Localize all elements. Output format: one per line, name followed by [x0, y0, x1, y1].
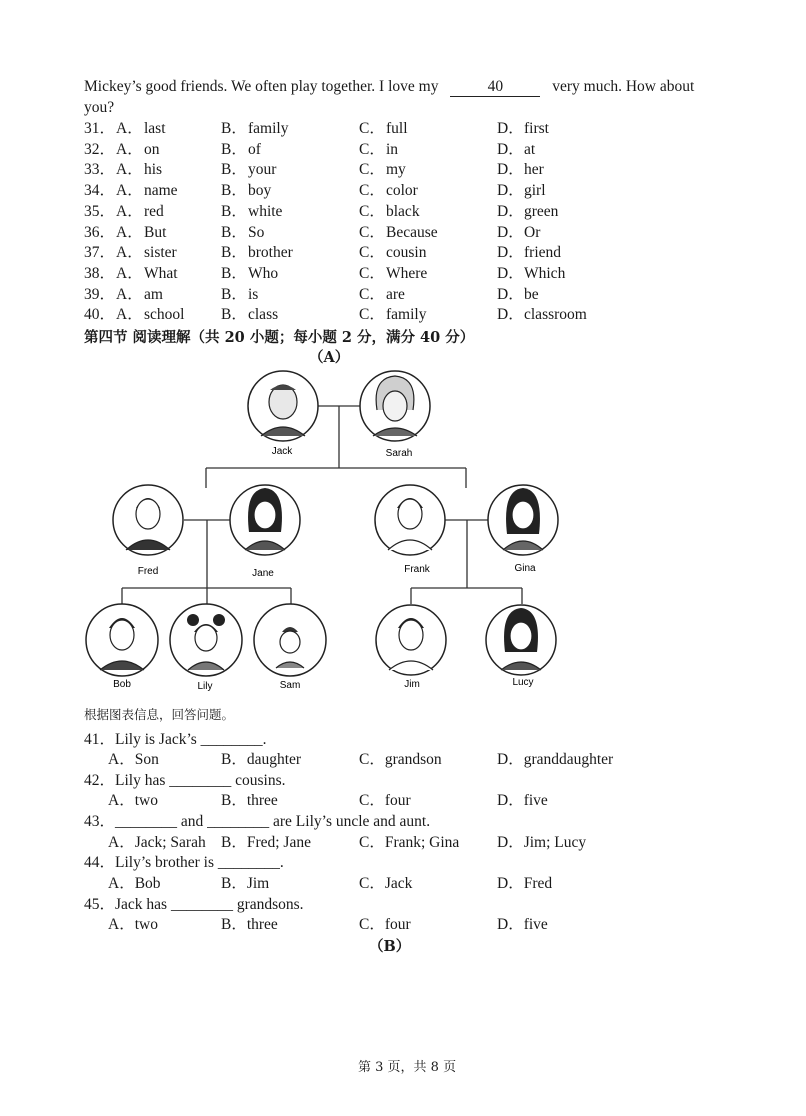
option-a-label: A． [116, 264, 143, 282]
q41-option-c: C．grandson [359, 751, 442, 768]
option-b-label: B． [221, 120, 247, 137]
option-b-label: B． [221, 161, 247, 179]
option-b-label: B． [221, 306, 247, 324]
option-b-label: B． [221, 182, 247, 200]
option-a-text: What [144, 264, 178, 282]
name-jane: Jane [252, 568, 274, 579]
option-a-text: sister [144, 244, 177, 262]
q42-option-b: B．three [221, 792, 278, 809]
portrait-jack [248, 371, 318, 441]
q41-stem: 41．Lily is Jack’s ________. [84, 731, 267, 748]
q45-option-c: C．four [359, 916, 411, 933]
option-a-text: last [144, 120, 166, 137]
option-number: 36． [84, 223, 116, 241]
q43-option-b: B．Fred; Jane [221, 834, 311, 851]
option-b-label: B． [221, 244, 247, 262]
option-d-text: classroom [524, 306, 587, 324]
option-number: 34． [84, 182, 116, 200]
option-a-text: name [144, 182, 178, 200]
option-c-label: C． [359, 244, 385, 262]
option-b-text: family [248, 120, 289, 137]
option-b-text: boy [248, 182, 272, 200]
option-number: 35． [84, 202, 116, 220]
q41-option-b: B．daughter [221, 751, 302, 768]
option-number: 38． [84, 264, 116, 282]
passage-line-1 [84, 77, 694, 97]
q41-option-d: D．granddaughter [497, 751, 614, 768]
option-c-text: full [386, 120, 408, 137]
passage-text-end: very much. How about [552, 78, 695, 95]
q42-option-a: A．two [108, 792, 158, 809]
option-b-text: So [248, 223, 265, 241]
option-b-label: B． [221, 285, 247, 303]
option-c-label: C． [359, 140, 385, 158]
option-c-label: C． [359, 202, 385, 220]
option-d-text: Or [524, 223, 541, 241]
name-sam: Sam [279, 680, 301, 691]
option-b-label: B． [221, 264, 247, 282]
passage-line-2: you? [84, 99, 115, 116]
option-d-label: D． [497, 140, 524, 158]
portrait-jim [376, 605, 446, 675]
q44-option-d: D．Fred [497, 875, 553, 892]
option-c-text: Because [386, 223, 438, 241]
page-footer: 第 3 页，共 8 页 [358, 1060, 457, 1075]
option-c-text: my [386, 161, 406, 179]
option-c-label: C． [359, 306, 385, 324]
option-a-label: A． [116, 120, 143, 137]
option-a-label: A． [116, 161, 143, 179]
q43-stem: 43．________ and ________ are Lily’s uncle and aunt. [84, 813, 431, 830]
option-d-label: D． [497, 244, 524, 262]
q45-option-b: B．three [221, 916, 278, 933]
option-d-label: D． [497, 182, 524, 200]
q43-option-a: A．Jack; Sarah [108, 834, 206, 851]
option-d-text: friend [524, 244, 562, 262]
option-b-text: of [248, 140, 261, 158]
name-jack: Jack [271, 446, 293, 457]
portrait-sarah [360, 371, 430, 441]
option-c-label: C． [359, 120, 385, 137]
option-b-text: white [248, 202, 283, 220]
option-number: 40． [84, 306, 116, 324]
option-a-text: am [144, 285, 163, 303]
option-a-text: his [144, 161, 163, 179]
q43-option-c: C．Frank; Gina [359, 834, 460, 851]
portrait-gina [488, 485, 558, 555]
option-a-label: A． [116, 182, 143, 200]
part-a-label: （A） [309, 349, 350, 366]
option-a-text: on [144, 140, 160, 158]
option-d-label: D． [497, 202, 524, 220]
q44-stem: 44．Lily’s brother is ________. [84, 854, 284, 871]
option-c-label: C． [359, 182, 385, 200]
portrait-lucy [486, 605, 556, 675]
portrait-lily [170, 604, 242, 676]
option-c-text: are [386, 285, 405, 303]
option-d-text: girl [524, 182, 546, 200]
option-a-text: school [144, 306, 185, 324]
portrait-jane [230, 485, 300, 555]
q42-option-c: C．four [359, 792, 411, 809]
option-d-label: D． [497, 306, 524, 324]
name-lily: Lily [197, 681, 213, 692]
option-number: 32． [84, 140, 116, 158]
option-b-text: brother [248, 244, 293, 262]
q43-option-d: D．Jim; Lucy [497, 834, 587, 851]
option-c-text: in [386, 140, 399, 158]
option-d-label: D． [497, 285, 524, 303]
passage-text: Mickey’s good friends. We often play together. I love my [84, 78, 439, 95]
name-gina: Gina [514, 563, 536, 574]
part-b-label: （B） [369, 938, 411, 955]
option-d-text: her [524, 161, 544, 179]
family-tree-diagram [0, 362, 806, 692]
option-c-text: family [386, 306, 427, 324]
option-d-label: D． [497, 223, 524, 241]
option-c-label: C． [359, 223, 385, 241]
section-heading: 第四节 阅读理解（共 20 小题；每小题 2 分，满分 40 分） [84, 329, 475, 346]
portrait-sam [254, 604, 326, 676]
name-lucy: Lucy [512, 677, 534, 688]
q42-stem: 42．Lily has ________ cousins. [84, 772, 286, 789]
q45-option-d: D．five [497, 916, 548, 933]
option-number: 31． [84, 120, 116, 137]
option-a-text: red [144, 202, 164, 220]
name-jim: Jim [404, 679, 420, 690]
option-d-label: D． [497, 264, 524, 282]
name-fred: Fred [137, 566, 159, 577]
option-a-text: But [144, 223, 167, 241]
option-a-label: A． [116, 306, 143, 324]
option-number: 39． [84, 285, 116, 303]
q41-option-a: A．Son [108, 751, 159, 768]
q44-option-b: B．Jim [221, 875, 270, 892]
option-d-text: first [524, 120, 549, 137]
name-bob: Bob [113, 679, 131, 690]
q45-stem: 45．Jack has ________ grandsons. [84, 896, 304, 913]
option-d-text: green [524, 202, 559, 220]
option-d-text: be [524, 285, 539, 303]
option-a-label: A． [116, 244, 143, 262]
option-d-text: Which [524, 264, 566, 282]
option-d-label: D． [497, 120, 524, 137]
portrait-fred [113, 485, 183, 555]
option-a-label: A． [116, 140, 143, 158]
portrait-bob [86, 604, 158, 676]
q44-option-c: C．Jack [359, 875, 413, 892]
name-sarah: Sarah [385, 448, 413, 459]
option-b-label: B． [221, 140, 247, 158]
option-a-label: A． [116, 223, 143, 241]
option-b-label: B． [221, 223, 247, 241]
portrait-frank [375, 485, 445, 555]
option-c-text: color [386, 182, 418, 200]
option-b-text: is [248, 285, 259, 303]
option-b-label: B． [221, 202, 247, 220]
q42-option-d: D．five [497, 792, 548, 809]
q44-option-a: A．Bob [108, 875, 161, 892]
option-c-text: cousin [386, 244, 427, 262]
option-number: 33． [84, 161, 116, 179]
option-b-text: your [248, 161, 277, 179]
option-c-label: C． [359, 161, 385, 179]
option-d-text: at [524, 140, 536, 158]
option-c-label: C． [359, 264, 385, 282]
option-c-text: black [386, 202, 420, 220]
q45-option-a: A．two [108, 916, 158, 933]
option-c-text: Where [386, 264, 428, 282]
option-a-label: A． [116, 285, 143, 303]
option-c-label: C． [359, 285, 385, 303]
option-b-text: Who [248, 264, 279, 282]
instruction: 根据图表信息，回答问题。 [84, 707, 235, 722]
blank-40: 40 [450, 77, 540, 97]
option-d-label: D． [497, 161, 524, 179]
option-a-label: A． [116, 202, 143, 220]
option-number: 37． [84, 244, 116, 262]
name-frank: Frank [404, 564, 430, 575]
option-b-text: class [248, 306, 279, 324]
